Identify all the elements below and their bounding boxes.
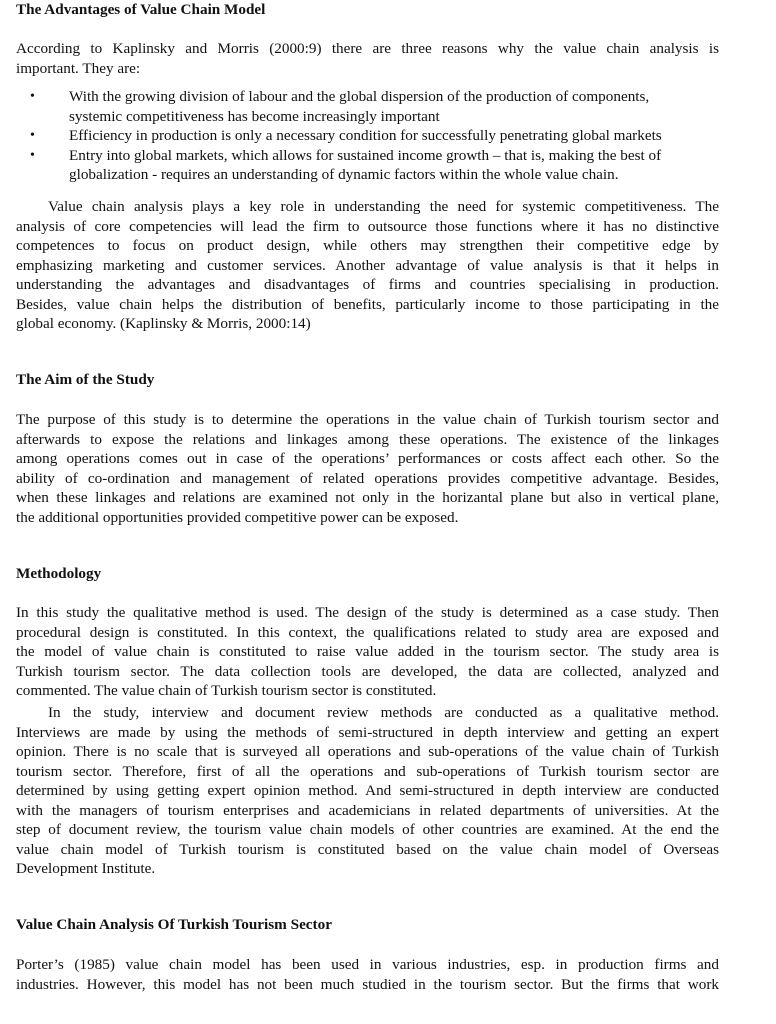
advantages-body-paragraph bbox=[16, 197, 719, 334]
aim-paragraph bbox=[16, 410, 719, 527]
text-line: commented. The value chain of Turkish tourism sector is constituted. bbox=[16, 682, 437, 699]
text-line: when these linkages and relations are examined not only in the horizantal plane but also in vertical plane, bbox=[16, 489, 719, 506]
text-line: tourism sector. Therefore, first of all the operations and sub-operations of Turkish tourism sector are bbox=[16, 762, 719, 780]
text-line: Turkish tourism sector. The data collection tools are developed, the data are collected, analyzed and bbox=[16, 662, 719, 680]
text-line: Interviews are made by using the methods of semi-structured in depth interview and getting an expert bbox=[16, 723, 719, 741]
text-line: step of document review, the tourism value chain models of other countries are examined. At the end the bbox=[16, 821, 719, 838]
text-line: With the growing division of labour and the global dispersion of the production of components, bbox=[69, 88, 650, 105]
text-line: The purpose of this study is to determine the operations in the value chain of Turkish tourism sector and bbox=[16, 411, 719, 428]
bullet-item bbox=[16, 87, 719, 126]
text-line: ability of co-ordination and management of related operations provides competitive advantage. Besides, bbox=[16, 469, 719, 487]
text-line: afterwards to expose the relations and linkages among these operations. The existence of the linkages bbox=[16, 430, 719, 448]
text-line: Besides, value chain helps the distribution of benefits, particularly income to those participating in the bbox=[16, 295, 719, 313]
text-line: Efficiency in production is only a necessary condition for successfully penetrating global markets bbox=[69, 127, 662, 144]
section-heading-advantages: The Advantages of Value Chain Model bbox=[16, 1, 266, 18]
methodology-paragraph-1 bbox=[16, 603, 719, 701]
text-line: among operations comes out in case of the operations’ performances or costs affect each other. So the bbox=[16, 450, 719, 467]
text-line: understanding the advantages and disadvantages of firms and countries specialising in production. bbox=[16, 276, 719, 293]
text-line: competences to focus on product design, while others may strengthen their competitive edge by bbox=[16, 237, 719, 254]
text-line: procedural design is constituted. In this context, the qualifications related to study area are exposed and bbox=[16, 623, 719, 641]
section-heading-aim: The Aim of the Study bbox=[16, 371, 155, 388]
bullet-icon: • bbox=[30, 128, 35, 143]
text-line: In the study, interview and document review methods are conducted as a qualitative method. bbox=[48, 704, 719, 721]
text-line: determined by using getting expert opinion method. And semi-structured in depth interview are conducted bbox=[16, 782, 719, 799]
methodology-paragraph-2 bbox=[16, 703, 719, 879]
intro-paragraph bbox=[16, 39, 719, 78]
text-line: Porter’s (1985) value chain model has been used in various industries, esp. in production firms and bbox=[16, 956, 719, 973]
text-line: value chain model of Turkish tourism is constituted based on the value chain model of Overseas bbox=[16, 840, 719, 858]
text-line: global economy. (Kaplinsky & Morris, 2000:14) bbox=[16, 315, 311, 332]
text-line: industries. However, this model has not been much studied in the tourism sector. But the firms that work bbox=[16, 975, 719, 993]
section-heading-value-chain-analysis: Value Chain Analysis Of Turkish Tourism Sector bbox=[16, 916, 332, 933]
bullet-icon: • bbox=[30, 147, 35, 163]
text-line: systemic competitiveness has become increasingly important bbox=[69, 107, 440, 125]
text-line: important. They are: bbox=[16, 59, 141, 77]
text-line: According to Kaplinsky and Morris (2000:9) there are three reasons why the value chain analysis is bbox=[16, 40, 719, 57]
text-line: the model of value chain is constituted to raise value added in the tourism sector. The study area is bbox=[16, 643, 719, 660]
text-line: globalization - requires an understanding of dynamic factors within the whole value chain. bbox=[69, 166, 619, 183]
bullet-icon: • bbox=[30, 89, 35, 104]
text-line: Value chain analysis plays a key role in understanding the need for systemic competitiveness. The bbox=[48, 198, 719, 215]
text-line: Entry into global markets, which allows for sustained income growth – that is, making the best of bbox=[69, 146, 662, 164]
bullet-item bbox=[16, 126, 719, 146]
section-heading-methodology: Methodology bbox=[16, 565, 102, 582]
text-line: with the managers of tourism enterprises and academicians in related departments of universities. At the bbox=[16, 801, 719, 819]
text-line: analysis of core competencies will lead the firm to outsource those functions where it has no distinctive bbox=[16, 217, 719, 235]
value-chain-analysis-paragraph bbox=[16, 955, 719, 994]
text-line: opinion. There is no scale that is surveyed all operations and sub-operations of the value chain of Turkish bbox=[16, 743, 719, 760]
text-line: emphasizing marketing and customer services. Another advantage of value analysis is that it helps in bbox=[16, 256, 719, 274]
bullet-item bbox=[16, 146, 719, 185]
text-line: Development Institute. bbox=[16, 860, 156, 877]
text-line: the additional opportunities provided competitive power can be exposed. bbox=[16, 508, 459, 526]
text-line: In this study the qualitative method is used. The design of the study is determined as a case study. Then bbox=[16, 604, 719, 621]
